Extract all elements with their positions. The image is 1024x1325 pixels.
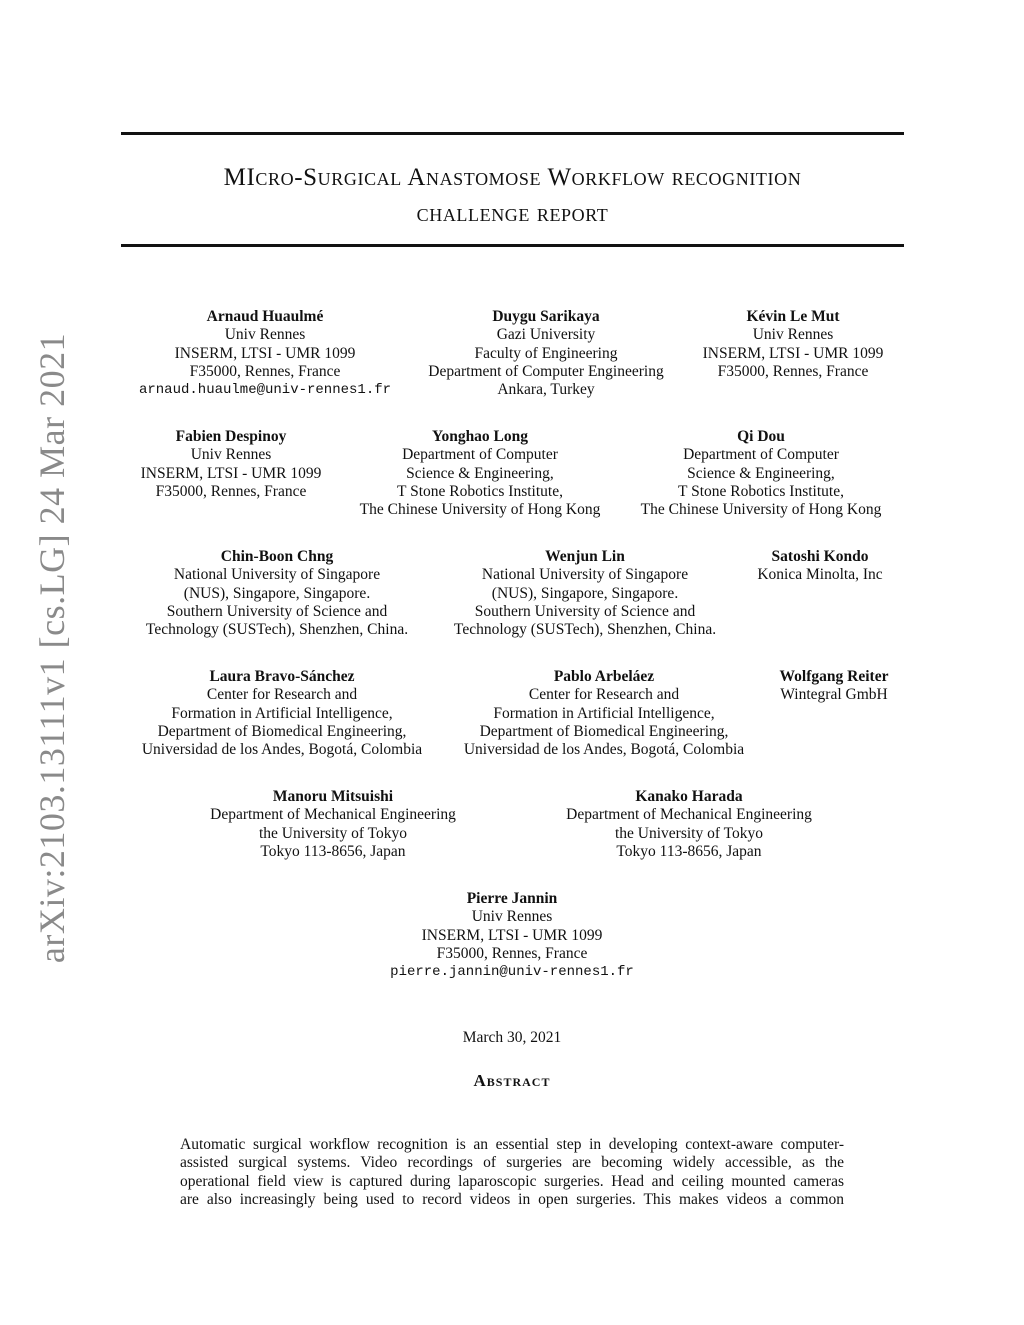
- author-name: Pierre Jannin: [466, 890, 558, 907]
- author-affiliation-line: INSERM, LTSI - UMR 1099: [702, 344, 884, 362]
- author-block: [454, 548, 716, 639]
- author-block: [566, 788, 812, 861]
- author-block: [641, 428, 882, 519]
- author-name: Laura Bravo-Sánchez: [209, 668, 355, 685]
- author-affiliation-line: Formation in Artificial Intelligence,: [171, 704, 393, 722]
- author-affiliation-line: INSERM, LTSI - UMR 1099: [140, 464, 322, 482]
- abstract-line: are also increasingly being used to record videos in open surgeries. This makes videos a common: [180, 1190, 844, 1208]
- author-affiliation-line: Southern University of Science and: [474, 602, 696, 620]
- author-affiliation-line: Science & Engineering,: [406, 464, 554, 482]
- author-block: [703, 308, 884, 381]
- paper-title: [121, 160, 904, 232]
- author-block: [146, 548, 408, 639]
- author-block: [360, 428, 601, 519]
- author-name: Kévin Le Mut: [746, 308, 840, 325]
- author-block: [780, 668, 889, 705]
- author-affiliation-line: Universidad de los Andes, Bogotá, Colombia: [463, 741, 745, 759]
- author-affiliation-line: Technology (SUSTech), Shenzhen, China.: [453, 621, 717, 639]
- abstract-line: operational field view is captured during laparoscopic surgeries. Head and ceiling mounted cameras: [180, 1172, 844, 1190]
- author-affiliation-line: Ankara, Turkey: [497, 381, 595, 399]
- author-affiliation-line: Konica Minolta, Inc: [757, 566, 883, 584]
- author-affiliation-line: National University of Singapore: [481, 566, 689, 584]
- author-name: Duygu Sarikaya: [492, 308, 600, 325]
- author-affiliation-line: Department of Mechanical Engineering: [566, 806, 812, 824]
- abstract-line: Automatic surgical workflow recognition is an essential step in developing context-aware computer-: [180, 1136, 844, 1153]
- author-affiliation-line: Technology (SUSTech), Shenzhen, China.: [145, 621, 409, 639]
- author-name: Chin-Boon Chng: [220, 548, 334, 565]
- abstract-text: [180, 1136, 844, 1209]
- author-name: Arnaud Huaulmé: [206, 308, 324, 325]
- author-affiliation-line: Faculty of Engineering: [474, 344, 618, 362]
- author-affiliation-line: Department of Computer: [683, 446, 839, 464]
- abstract-heading: Abstract: [473, 1071, 551, 1090]
- author-affiliation-line: Univ Rennes: [471, 908, 553, 926]
- author-name: Wenjun Lin: [545, 548, 625, 565]
- author-affiliation-line: (NUS), Singapore, Singapore.: [491, 584, 679, 602]
- author-name: Yonghao Long: [431, 428, 529, 445]
- title-rule-top: [121, 132, 904, 135]
- author-affiliation-line: Formation in Artificial Intelligence,: [493, 704, 715, 722]
- author-affiliation-line: Department of Biomedical Engineering,: [479, 722, 729, 740]
- author-name: Qi Dou: [737, 428, 785, 445]
- author-affiliation-line: Univ Rennes: [752, 326, 834, 344]
- author-affiliation-line: F35000, Rennes, France: [436, 944, 588, 962]
- author-affiliation-line: the University of Tokyo: [614, 824, 763, 842]
- paper-title-line-1: MIcro-Surgical Anastomose Workflow recognition: [223, 164, 802, 191]
- author-block: [142, 668, 422, 759]
- author-affiliation-line: Southern University of Science and: [166, 602, 388, 620]
- author-block: [210, 788, 456, 861]
- author-affiliation-line: INSERM, LTSI - UMR 1099: [421, 926, 603, 944]
- author-name: Fabien Despinoy: [175, 428, 287, 445]
- author-name: Manoru Mitsuishi: [272, 788, 394, 805]
- author-affiliation-line: Tokyo 113-8656, Japan: [616, 842, 762, 860]
- title-rule-bottom: [121, 244, 904, 247]
- author-affiliation-line: (NUS), Singapore, Singapore.: [183, 584, 371, 602]
- author-affiliation-line: the University of Tokyo: [258, 824, 407, 842]
- author-name: Wolfgang Reiter: [779, 668, 889, 685]
- publication-date: March 30, 2021: [462, 1029, 562, 1046]
- author-name: Pablo Arbeláez: [553, 668, 655, 685]
- paper-title-line-2: challenge report: [416, 200, 609, 227]
- author-block: [139, 308, 391, 399]
- author-block: [141, 428, 322, 501]
- author-block: [464, 668, 744, 759]
- author-name: Satoshi Kondo: [771, 548, 869, 565]
- author-affiliation-line: T Stone Robotics Institute,: [397, 482, 563, 500]
- author-affiliation-line: Department of Mechanical Engineering: [210, 806, 456, 824]
- author-affiliation-line: Department of Biomedical Engineering,: [157, 722, 407, 740]
- author-affiliation-line: F35000, Rennes, France: [189, 362, 341, 380]
- author-affiliation-line: Center for Research and: [206, 686, 358, 704]
- author-block: [757, 548, 882, 585]
- author-affiliation-line: The Chinese University of Hong Kong: [640, 501, 882, 519]
- abstract-line: assisted surgical systems. Video recordings of surgeries are becoming widely accessible, as the: [180, 1154, 844, 1172]
- author-affiliation-line: Univ Rennes: [190, 446, 272, 464]
- author-name: Kanako Harada: [635, 788, 743, 805]
- author-affiliation-line: INSERM, LTSI - UMR 1099: [174, 344, 356, 362]
- author-affiliation-line: F35000, Rennes, France: [155, 482, 307, 500]
- author-affiliation-line: T Stone Robotics Institute,: [678, 482, 844, 500]
- author-affiliation-line: Wintegral GmbH: [780, 686, 888, 704]
- author-affiliation-line: F35000, Rennes, France: [717, 362, 869, 380]
- arxiv-identifier-stamp: arXiv:2103.13111v1 [cs.LG] 24 Mar 2021: [32, 332, 72, 964]
- author-affiliation-line: Univ Rennes: [224, 326, 306, 344]
- author-affiliation-line: Gazi University: [496, 326, 596, 344]
- author-email: pierre.jannin@univ-rennes1.fr: [390, 964, 634, 981]
- author-affiliation-line: Department of Computer Engineering: [428, 362, 664, 380]
- author-block: [390, 890, 634, 981]
- author-affiliation-line: Center for Research and: [528, 686, 680, 704]
- author-block: [428, 308, 663, 399]
- author-affiliation-line: Department of Computer: [402, 446, 558, 464]
- author-affiliation-line: The Chinese University of Hong Kong: [359, 501, 601, 519]
- author-email: arnaud.huaulme@univ-rennes1.fr: [138, 382, 392, 399]
- author-affiliation-line: Science & Engineering,: [687, 464, 835, 482]
- author-affiliation-line: National University of Singapore: [173, 566, 381, 584]
- author-affiliation-line: Universidad de los Andes, Bogotá, Colombia: [141, 741, 423, 759]
- author-affiliation-line: Tokyo 113-8656, Japan: [260, 842, 406, 860]
